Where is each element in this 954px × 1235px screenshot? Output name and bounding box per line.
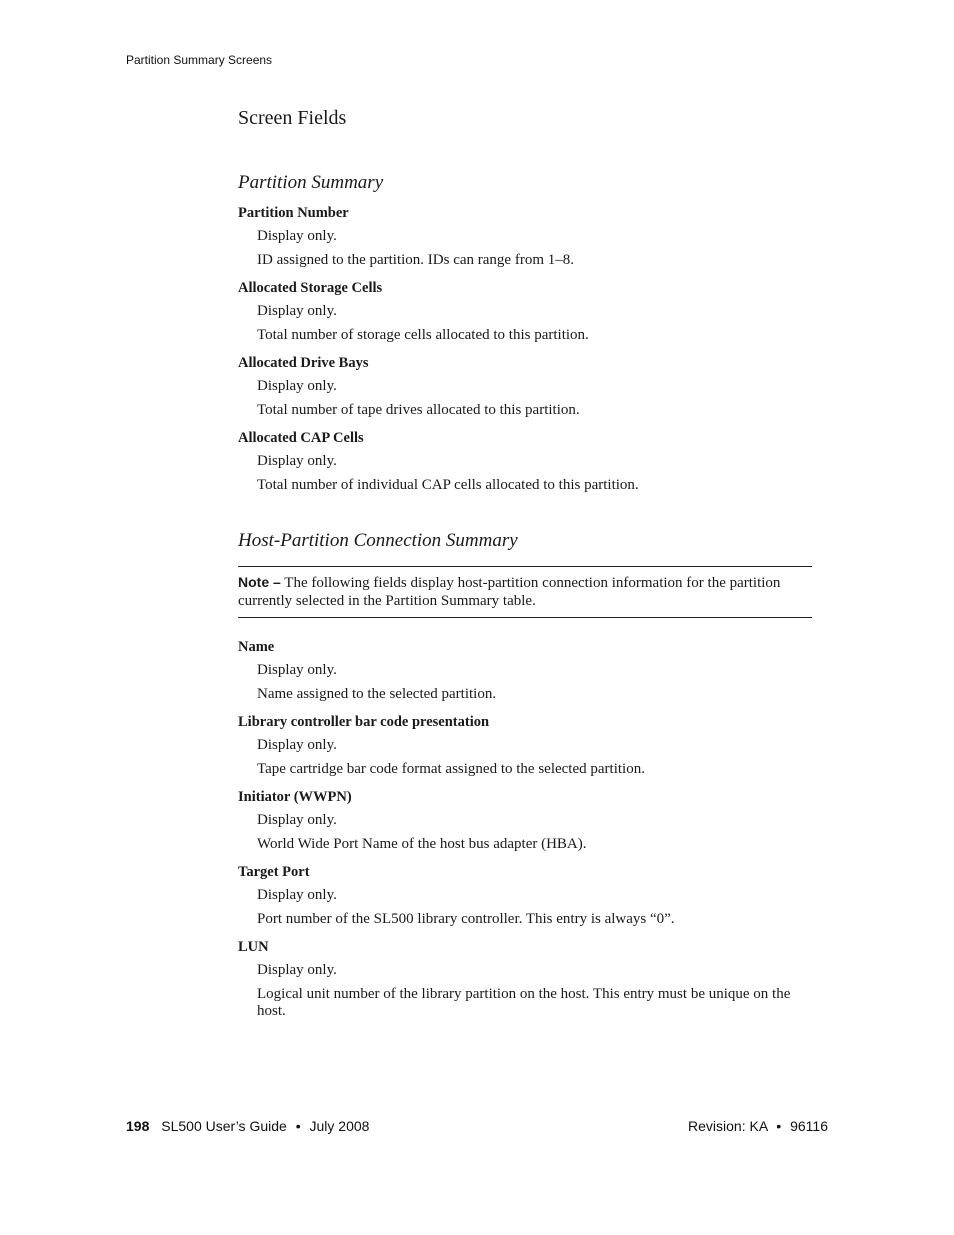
note-box — [238, 566, 812, 618]
footer-right — [688, 1118, 828, 1134]
note-text: The following fields display host-partition connection information for the partition currently selected in the Partition Summary table. — [238, 575, 781, 609]
field-entry — [238, 279, 820, 344]
doc-number: 96116 — [790, 1118, 828, 1134]
field-entry — [238, 354, 820, 419]
field-entry — [238, 713, 820, 778]
field-description: Total number of storage cells allocated to this partition. — [257, 327, 589, 343]
field-description: Total number of individual CAP cells allocated to this partition. — [257, 477, 639, 493]
field-name: Name — [238, 639, 275, 655]
field-entry — [238, 938, 820, 1020]
footer-bullet-right: • — [776, 1118, 782, 1134]
field-name: Library controller bar code presentation — [238, 714, 490, 730]
field-name: Allocated Drive Bays — [238, 355, 369, 371]
page-number: 198 — [126, 1118, 150, 1134]
field-description: Port number of the SL500 library controller. This entry is always “0”. — [257, 911, 675, 927]
note-label: Note – — [238, 574, 281, 590]
field-name: LUN — [238, 939, 269, 955]
field-name: Partition Number — [238, 205, 349, 221]
doc-date: July 2008 — [309, 1118, 370, 1134]
field-display-mode: Display only. — [257, 228, 337, 244]
footer-left — [126, 1118, 369, 1134]
section-heading: Partition Summary — [238, 172, 384, 193]
field-entry — [238, 429, 820, 494]
revision-label: Revision: KA — [688, 1118, 768, 1134]
field-name: Target Port — [238, 864, 310, 880]
field-name: Initiator (WWPN) — [238, 789, 352, 805]
section-heading: Host-Partition Connection Summary — [238, 530, 518, 551]
field-display-mode: Display only. — [257, 303, 337, 319]
running-header: Partition Summary Screens — [126, 53, 273, 67]
page-title: Screen Fields — [238, 107, 347, 129]
field-entry — [238, 204, 820, 269]
doc-title: SL500 User’s Guide — [161, 1118, 287, 1134]
page-content — [238, 104, 820, 1030]
field-display-mode: Display only. — [257, 378, 337, 394]
field-description: World Wide Port Name of the host bus adapter (HBA). — [257, 836, 587, 852]
field-name: Allocated CAP Cells — [238, 430, 364, 446]
section-gap — [238, 504, 820, 528]
field-description: Tape cartridge bar code format assigned to the selected partition. — [257, 761, 645, 777]
sections-container — [238, 170, 820, 1020]
field-name: Allocated Storage Cells — [238, 280, 383, 296]
field-display-mode: Display only. — [257, 453, 337, 469]
field-display-mode: Display only. — [257, 662, 337, 678]
field-entry — [238, 863, 820, 928]
field-description: Total number of tape drives allocated to this partition. — [257, 402, 580, 418]
field-description: ID assigned to the partition. IDs can range from 1–8. — [257, 252, 574, 268]
field-entry — [238, 638, 820, 703]
field-description: Logical unit number of the library partition on the host. This entry must be unique on the host. — [257, 986, 791, 1019]
field-display-mode: Display only. — [257, 812, 337, 828]
field-display-mode: Display only. — [257, 737, 337, 753]
field-display-mode: Display only. — [257, 887, 337, 903]
field-description: Name assigned to the selected partition. — [257, 686, 497, 702]
field-display-mode: Display only. — [257, 962, 337, 978]
footer-bullet: • — [295, 1118, 301, 1134]
field-entry — [238, 788, 820, 853]
